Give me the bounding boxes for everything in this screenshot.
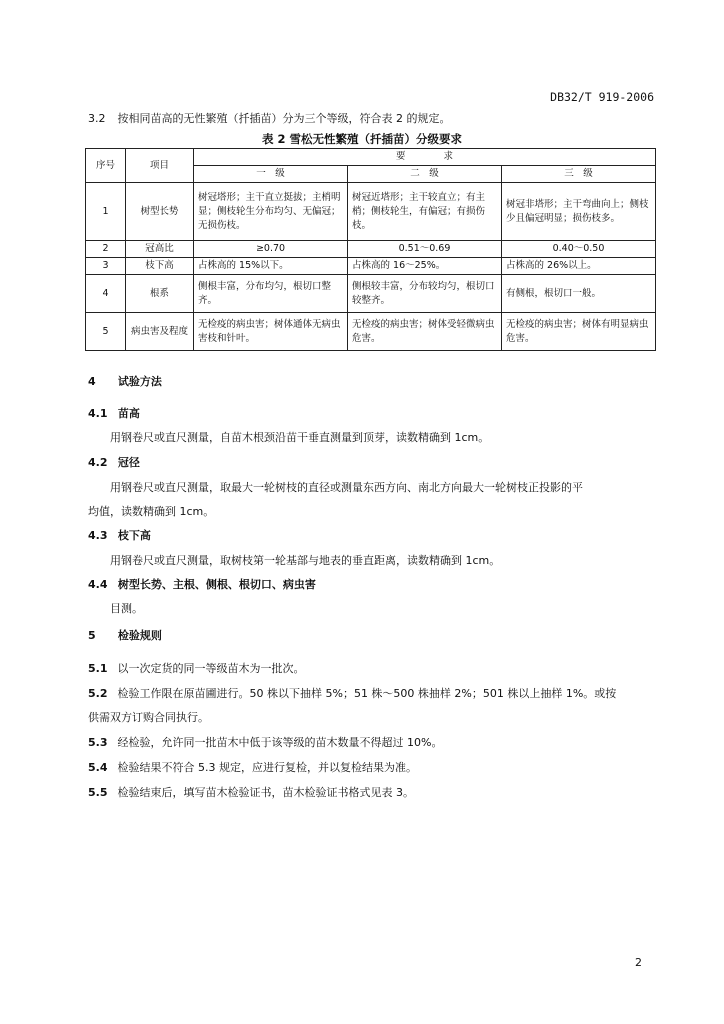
row-item: 病虫害及程度 (126, 313, 194, 351)
clause-number: 4.2 (88, 456, 108, 469)
clause-3-2 (88, 111, 658, 127)
row-seq: 2 (86, 241, 126, 258)
clause-5-1 (88, 661, 658, 677)
header-grade-3: 三 级 (502, 166, 656, 183)
clause-4-3-heading (88, 528, 658, 544)
row-seq: 1 (86, 183, 126, 241)
row-grade-2: 树冠近塔形；主干较直立；有主梢；侧枝轮生，有偏冠；有损伤枝。 (348, 183, 502, 241)
section-4-heading (88, 374, 658, 390)
clause-number: 4.1 (88, 407, 108, 420)
clause-5-2-line2: 供需双方订购合同执行。 (88, 711, 209, 724)
table-caption: 表 2 雪松无性繁殖（扦插苗）分级要求 (261, 132, 462, 146)
clause-number: 5.3 (88, 736, 108, 749)
clause-number: 4.4 (88, 578, 108, 591)
row-grade-3: 树冠非塔形；主干弯曲向上；侧枝少且偏冠明显；损伤枝多。 (502, 183, 656, 241)
clause-5-3 (88, 735, 658, 751)
clause-text: 经检验，允许同一批苗木中低于该等级的苗木数量不得超过 10%。 (117, 736, 443, 749)
row-item: 树型长势 (126, 183, 194, 241)
clause-title: 树型长势、主根、侧根、根切口、病虫害 (117, 578, 316, 591)
clause-4-2-heading (88, 455, 658, 471)
row-item: 枝下高 (126, 258, 194, 275)
clause-text: 按相同苗高的无性繁殖（扦插苗）分为三个等级，符合表 2 的规定。 (117, 112, 451, 125)
clause-5-2-line1 (88, 686, 668, 702)
row-seq: 5 (86, 313, 126, 351)
clause-4-4-text: 目测。 (110, 602, 143, 615)
table-row (86, 275, 656, 313)
clause-number: 3.2 (88, 112, 106, 125)
row-grade-1: 侧根丰富，分布均匀，根切口整齐。 (194, 275, 348, 313)
row-grade-2: 占株高的 16～25%。 (348, 258, 502, 275)
row-grade-1: ≥0.70 (194, 241, 348, 258)
page-number: 2 (635, 956, 642, 969)
row-seq: 3 (86, 258, 126, 275)
row-grade-1: 无检疫的病虫害；树体通体无病虫害枝和针叶。 (194, 313, 348, 351)
row-grade-2: 0.51～0.69 (348, 241, 502, 258)
row-grade-1: 树冠塔形；主干直立挺拔；主梢明显；侧枝轮生分布均匀、无偏冠；无损伤枝。 (194, 183, 348, 241)
clause-4-1-heading (88, 406, 658, 422)
clause-4-3-text: 用钢卷尺或直尺测量，取树枝第一轮基部与地表的垂直距离，读数精确到 1cm。 (110, 554, 501, 567)
grading-table (85, 148, 656, 351)
clause-5-4 (88, 760, 658, 776)
table-row (86, 183, 656, 241)
clause-title: 枝下高 (117, 529, 151, 542)
clause-4-1-text: 用钢卷尺或直尺测量，自苗木根颈沿苗干垂直测量到顶芽，读数精确到 1cm。 (110, 431, 490, 444)
clause-number: 5.4 (88, 761, 108, 774)
table-row (86, 241, 656, 258)
clause-title: 苗高 (117, 407, 140, 420)
row-grade-1: 占株高的 15%以下。 (194, 258, 348, 275)
header-grade-2: 二 级 (348, 166, 502, 183)
row-grade-3: 有侧根，根切口一般。 (502, 275, 656, 313)
clause-4-2-text-line1: 用钢卷尺或直尺测量，取最大一轮树枝的直径或测量东西方向、南北方向最大一轮树枝正投影的平 (110, 481, 583, 494)
row-item: 冠高比 (126, 241, 194, 258)
section-title: 试验方法 (117, 375, 162, 388)
row-seq: 4 (86, 275, 126, 313)
clause-text: 检验结果不符合 5.3 规定，应进行复检，并以复检结果为准。 (117, 761, 417, 774)
clause-5-5 (88, 785, 658, 801)
row-grade-3: 占株高的 26%以上。 (502, 258, 656, 275)
row-grade-3: 无检疫的病虫害；树体有明显病虫危害。 (502, 313, 656, 351)
clause-text: 检验工作限在原苗圃进行。50 株以下抽样 5%；51 株～500 株抽样 2%；501 株以上抽样 1%。或按 (117, 687, 617, 700)
table-row (86, 313, 656, 351)
row-item: 根系 (126, 275, 194, 313)
clause-title: 冠径 (117, 456, 140, 469)
section-title: 检验规则 (117, 629, 162, 642)
table-row (86, 258, 656, 275)
header-seq: 序号 (86, 149, 126, 183)
clause-text: 检验结束后，填写苗木检验证书，苗木检验证书格式见表 3。 (117, 786, 414, 799)
row-grade-3: 0.40～0.50 (502, 241, 656, 258)
clause-4-4-heading (88, 577, 658, 593)
clause-number: 4.3 (88, 529, 108, 542)
header-grade-1: 一 级 (194, 166, 348, 183)
clause-number: 5.5 (88, 786, 108, 799)
row-grade-2: 侧根较丰富，分布较均匀，根切口较整齐。 (348, 275, 502, 313)
section-number: 5 (88, 629, 96, 642)
header-requirement: 要 求 (194, 149, 656, 166)
section-number: 4 (88, 375, 96, 388)
document-code: DB32/T 919-2006 (550, 90, 654, 104)
section-5-heading (88, 628, 658, 644)
row-grade-2: 无检疫的病虫害；树体受轻微病虫危害。 (348, 313, 502, 351)
header-item: 项目 (126, 149, 194, 183)
clause-text: 以一次定货的同一等级苗木为一批次。 (117, 662, 305, 675)
clause-number: 5.1 (88, 662, 108, 675)
clause-4-2-text-line2: 均值，读数精确到 1cm。 (88, 505, 215, 518)
clause-number: 5.2 (88, 687, 108, 700)
